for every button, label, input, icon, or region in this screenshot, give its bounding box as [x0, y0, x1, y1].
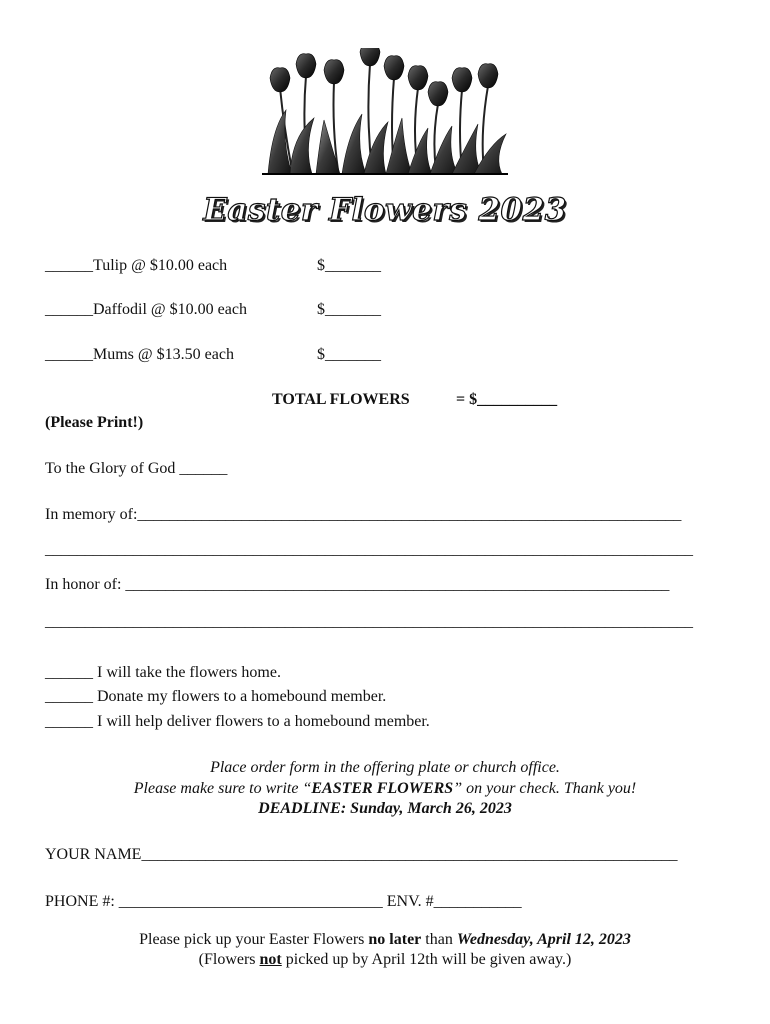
in-honor-continuation-line[interactable]: _________________________________________________________________________________ [45, 613, 693, 630]
amount-blank-tulip[interactable]: $_______ [317, 257, 381, 274]
tulips-illustration [262, 48, 508, 176]
warning-post: picked up by April 12th will be given away.) [281, 951, 572, 968]
env-field[interactable]: ENV. #___________ [382, 893, 522, 910]
pickup-warning [0, 950, 770, 970]
instruction-place-order: Place order form in the offering plate or church office. [210, 759, 560, 776]
quantity-blank[interactable]: ______ [45, 257, 93, 274]
order-item-daffodil [45, 300, 247, 320]
instruction-post: ” on your check. Thank you! [453, 780, 637, 797]
option-help-deliver[interactable]: ______ I will help deliver flowers to a homebound member. [45, 713, 430, 730]
amount-blank-daffodil[interactable]: $_______ [317, 301, 381, 318]
quantity-blank[interactable]: ______ [45, 301, 93, 318]
pickup-pre: Please pick up your Easter Flowers [139, 931, 369, 948]
in-memory-continuation-line[interactable]: _________________________________________________________________________________ [45, 541, 693, 558]
option-donate-homebound[interactable]: ______ Donate my flowers to a homebound member. [45, 688, 387, 705]
quantity-blank[interactable]: ______ [45, 346, 93, 363]
total-amount-blank[interactable]: = $__________ [456, 391, 558, 408]
total-label: TOTAL FLOWERS [272, 391, 410, 408]
instruction-pre: Please make sure to write “ [133, 780, 312, 797]
warning-not: not [259, 951, 282, 968]
in-honor-field[interactable]: In honor of: ____________________________________________________________________ [45, 576, 670, 593]
phone-label: PHONE #: [45, 893, 119, 910]
phone-field[interactable]: _________________________________ [118, 893, 383, 910]
please-print-note: (Please Print!) [45, 414, 144, 431]
pickup-note [0, 930, 770, 950]
pickup-date: Wednesday, April 12, 2023 [456, 931, 631, 948]
item-label: Mums @ $13.50 each [93, 346, 234, 363]
your-name-field[interactable]: YOUR NAME___________________________________________________________________ [45, 846, 678, 863]
phone-env-row [45, 892, 522, 912]
form-title: Easter Flowers 2023 [203, 192, 567, 228]
order-item-tulip [45, 256, 227, 276]
warning-pre: (Flowers [198, 951, 260, 968]
in-memory-field[interactable]: In memory of:____________________________________________________________________ [45, 506, 682, 523]
instruction-easter-flowers: EASTER FLOWERS [311, 780, 454, 797]
option-take-home[interactable]: ______ I will take the flowers home. [45, 664, 281, 681]
item-label: Daffodil @ $10.00 each [93, 301, 247, 318]
pickup-no-later: no later [368, 931, 422, 948]
pickup-mid: than [421, 931, 457, 948]
glory-of-god-field[interactable]: To the Glory of God ______ [45, 460, 228, 477]
deadline: DEADLINE: Sunday, March 26, 2023 [258, 800, 512, 817]
item-label: Tulip @ $10.00 each [93, 257, 228, 274]
order-item-mums [45, 345, 234, 365]
instruction-write-check [0, 779, 770, 799]
amount-blank-mums[interactable]: $_______ [317, 346, 381, 363]
